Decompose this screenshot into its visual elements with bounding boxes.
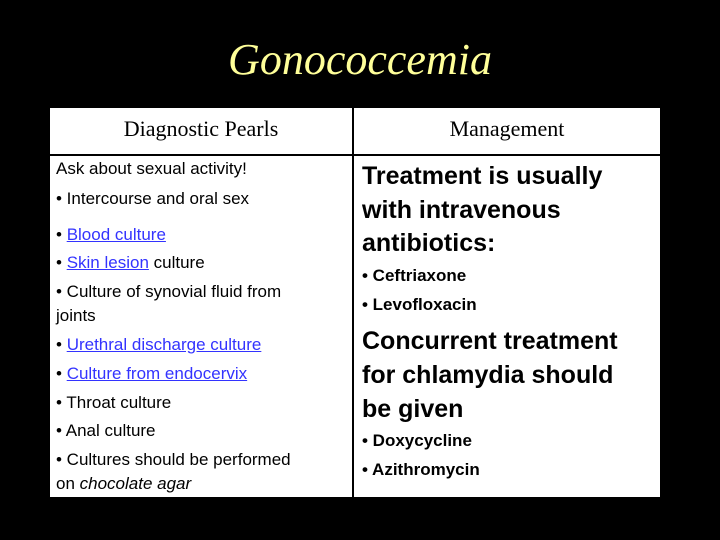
- sexual-activity-text: Ask about sexual activity!: [56, 159, 247, 178]
- drug-doxycycline: • Doxycycline: [362, 431, 472, 450]
- header-divider: [50, 154, 660, 156]
- content-table: [50, 108, 660, 497]
- bullet: •: [56, 253, 67, 272]
- drug-azithromycin: • Azithromycin: [362, 460, 480, 479]
- bullet: •: [56, 364, 67, 383]
- concurrent-line2: for chlamydia should: [362, 361, 614, 389]
- chocolate-agar-text: chocolate agar: [79, 474, 192, 493]
- treatment-line1: Treatment is usually: [362, 162, 603, 190]
- slide-title: Gonococcemia: [228, 35, 492, 84]
- concurrent-line1: Concurrent treatment: [362, 327, 618, 355]
- intercourse-item: • Intercourse and oral sex: [56, 189, 250, 208]
- endocervix-link[interactable]: Culture from endocervix: [66, 364, 248, 383]
- anal-culture-item: • Anal culture: [56, 421, 156, 440]
- throat-culture-item: • Throat culture: [56, 393, 172, 412]
- endocervix-item: [56, 363, 247, 385]
- bullet: •: [56, 225, 67, 244]
- concurrent-line3: be given: [362, 395, 464, 423]
- synovial-item-line1: • Culture of synovial fluid from: [56, 282, 282, 301]
- header-diagnostic-pearls: Diagnostic Pearls: [123, 116, 279, 141]
- skin-lesion-link[interactable]: Skin lesion: [66, 253, 149, 272]
- skin-lesion-rest: culture: [148, 253, 205, 272]
- cultures-performed-line1: • Cultures should be performed: [56, 450, 291, 469]
- treatment-line2: with intravenous: [362, 196, 561, 224]
- urethral-item: [56, 334, 261, 356]
- bullet: •: [56, 335, 67, 354]
- treatment-line3: antibiotics:: [362, 229, 496, 257]
- drug-ceftriaxone: • Ceftriaxone: [362, 266, 467, 285]
- blood-culture-item: [56, 224, 166, 246]
- synovial-item-line2: joints: [56, 306, 96, 325]
- cultures-performed-line2: [56, 473, 191, 495]
- drug-levofloxacin: • Levofloxacin: [362, 295, 477, 314]
- blood-culture-link[interactable]: Blood culture: [66, 225, 166, 244]
- header-management: Management: [449, 116, 565, 141]
- chocolate-agar-prefix: on: [56, 474, 80, 493]
- urethral-discharge-link[interactable]: Urethral discharge culture: [66, 335, 262, 354]
- column-divider: [352, 108, 354, 497]
- skin-lesion-item: [56, 252, 205, 274]
